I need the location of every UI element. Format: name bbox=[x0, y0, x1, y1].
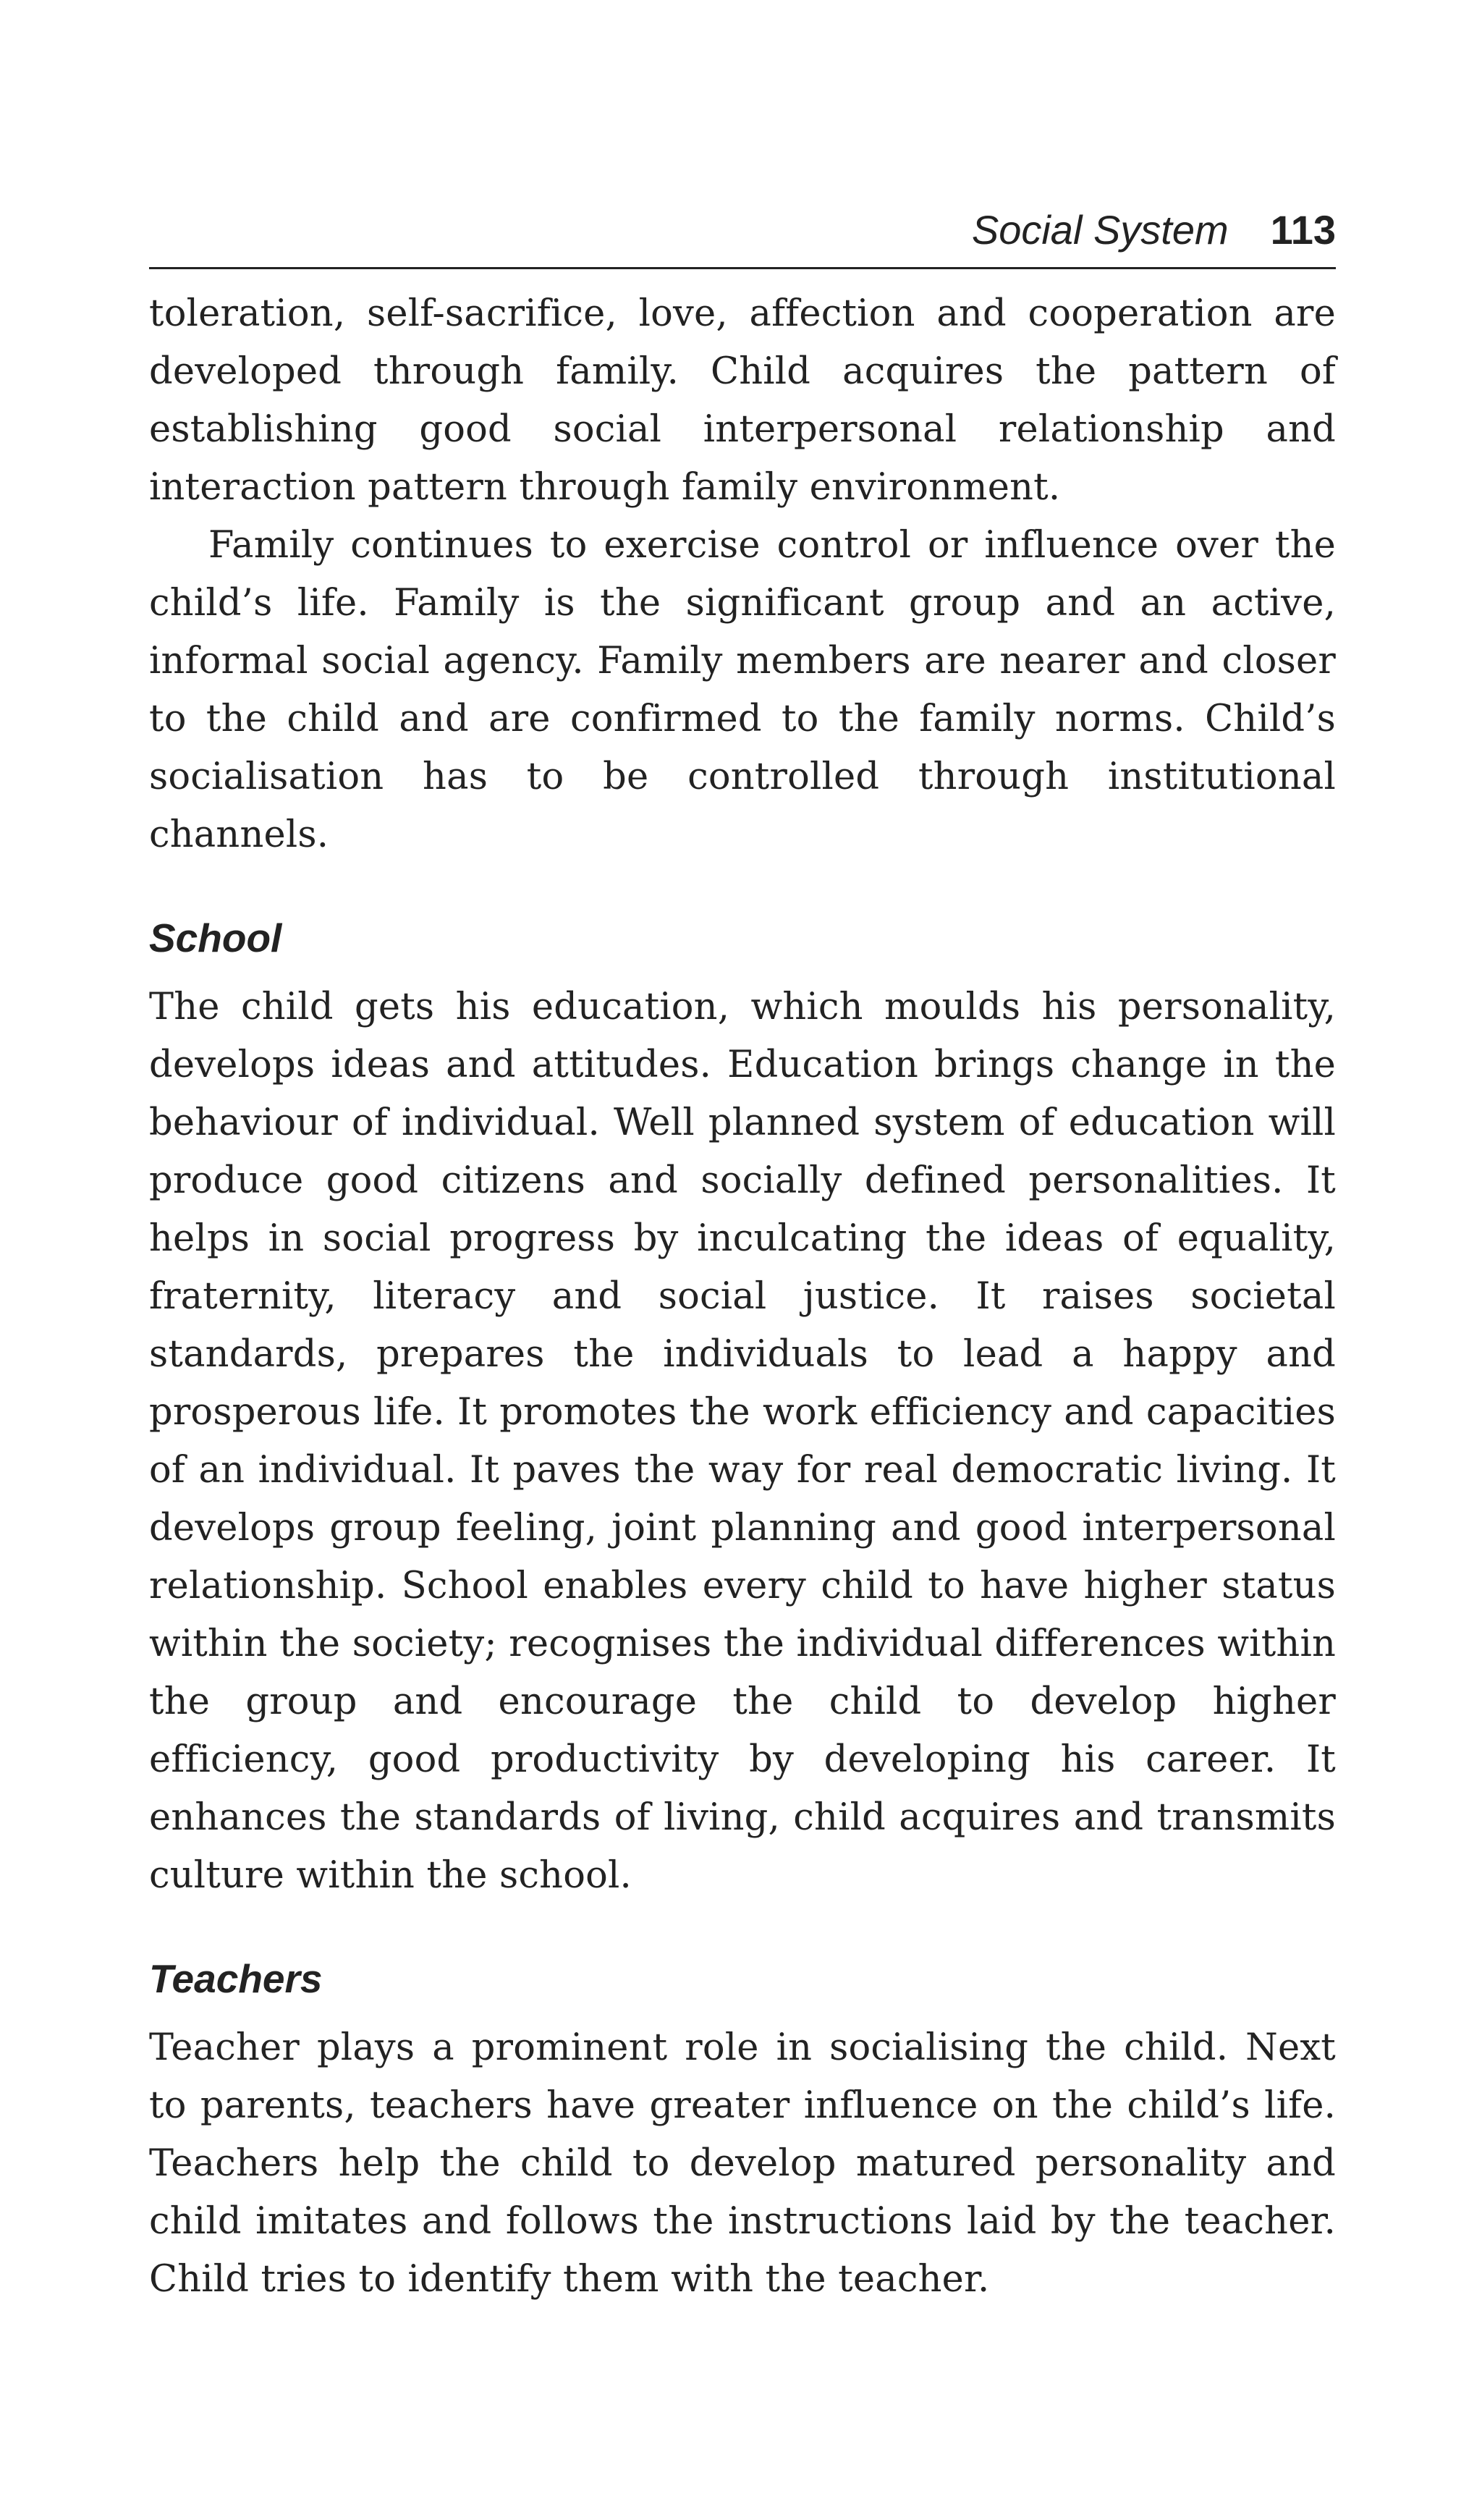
paragraph-family-control: Family continues to exercise control or influence over the child’s life. Family is the significant group and an active, informal social agency. Family members are nearer and closer to the child and are confirmed to the family norms. Child’s socialisation has to be controlled through institutional channels. bbox=[149, 524, 1336, 856]
section-heading-school: School bbox=[149, 916, 282, 960]
running-header bbox=[149, 207, 1336, 269]
book-page bbox=[149, 207, 1336, 2309]
section-title: Social System bbox=[971, 207, 1229, 253]
section-heading-teachers: Teachers bbox=[149, 1956, 323, 2001]
paragraph-continued: toleration, self-sacrifice, love, affection and cooperation are developed through family. Child acquires the pattern of establishing good social interpersonal relationship and interaction pattern through family environment. bbox=[149, 292, 1336, 509]
page-body bbox=[149, 285, 1336, 2309]
paragraph-school: The child gets his education, which moulds his personality, develops ideas and attitudes. Education brings change in the behaviour of individual. Well planned system of education will produce good citizens and socially defined personalities. It helps in social progress by inculcating the ideas of equality, fraternity, literacy and social justice. It raises societal standards, prepares the individuals to lead a happy and prosperous life. It promotes the work efficiency and capacities of an individual. It paves the way for real democratic living. It develops group feeling, joint planning and good interpersonal relationship. School enables every child to have higher status within the society; recognises the individual differences within the group and encourage the child to develop higher efficiency, good productivity by developing his career. It enhances the standards of living, child acquires and transmits culture within the school. bbox=[149, 986, 1336, 1897]
paragraph-teachers: Teacher plays a prominent role in socialising the child. Next to parents, teachers have greater influence on the child’s life. Teachers help the child to develop matured personality and child imitates and follows the instructions laid by the teacher. Child tries to identify them with the teacher. bbox=[149, 2026, 1336, 2301]
page-number: 113 bbox=[1270, 207, 1336, 253]
